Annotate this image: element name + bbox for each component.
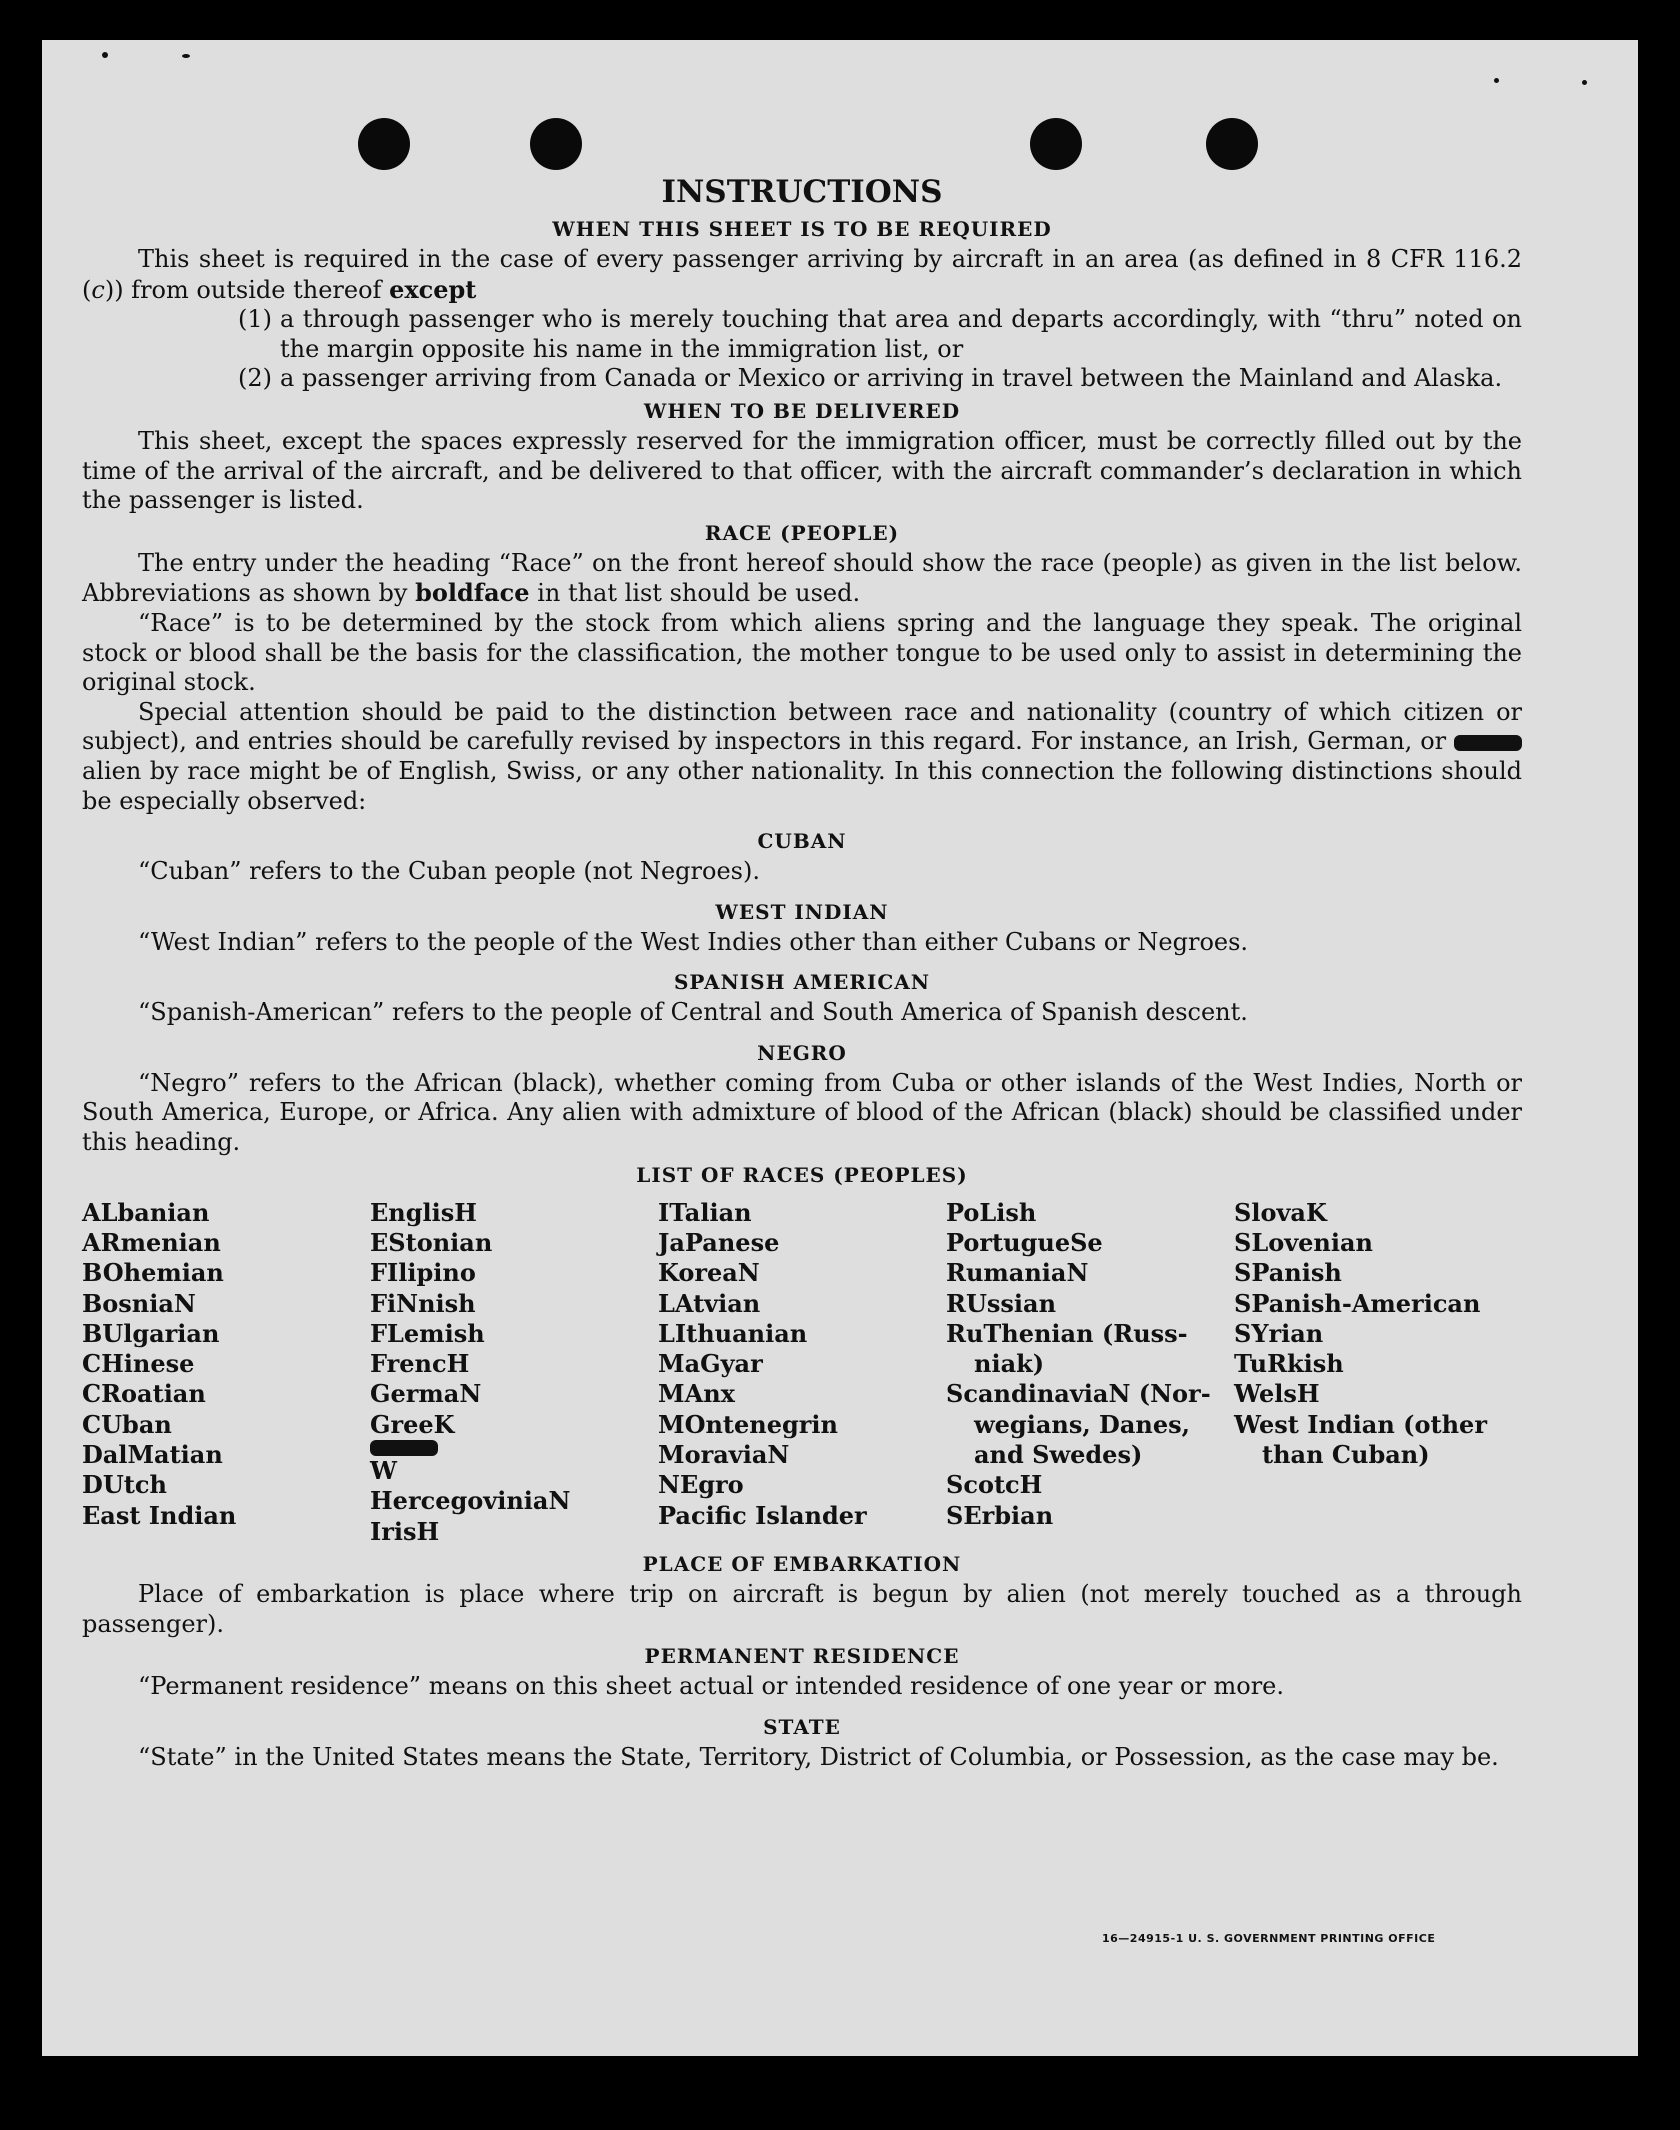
speck (1494, 78, 1499, 83)
races-column-5 (1234, 1198, 1522, 1547)
punch-hole (530, 118, 582, 170)
heading-permanent-residence: PERMANENT RESIDENCE (644, 1644, 960, 1669)
race-paragraph-3: Special attention should be paid to the distinction between race and nationality (country of which citizen or subject), and entries should be carefully revised by inspectors in this regard. For instance, an Irish, German, or alien by race might be of English, Swiss, or any other nationality. In this connection the following distinctions should be especially observed: (82, 697, 1522, 815)
races-column-2 (370, 1198, 658, 1547)
race-entry: RUssian (946, 1288, 1057, 1318)
race-entry: West Indian (other (1234, 1409, 1487, 1439)
races-column-3 (658, 1198, 946, 1547)
speck (102, 52, 108, 58)
race-entry: SLovenian (1234, 1227, 1373, 1257)
race-entry: ARmenian (82, 1227, 221, 1257)
punch-hole (1206, 118, 1258, 170)
races-list (82, 1198, 1522, 1547)
heading-when-delivered: WHEN TO BE DELIVERED (643, 398, 961, 423)
race-entry: MAnx (658, 1379, 735, 1409)
race-entry-redacted: W (370, 1440, 658, 1486)
race-entry: CRoatian (82, 1379, 206, 1409)
redaction-mark (370, 1440, 438, 1456)
race-entry: BUlgarian (82, 1318, 220, 1348)
race-entry: BosniaN (82, 1288, 196, 1318)
race-entry: SErbian (946, 1500, 1054, 1530)
punch-hole (1030, 118, 1082, 170)
required-item-2: (2) a passenger arriving from Canada or Mexico or arriving in travel between the Mainland and Alaska. (238, 364, 1503, 393)
race-entry: KoreaN (658, 1258, 760, 1288)
race-entry: FLemish (370, 1318, 485, 1348)
race-entry: CHinese (82, 1349, 195, 1379)
race-entry-continued: wegians, Danes, (974, 1409, 1190, 1439)
required-intro: This sheet is required in the case of every passenger arriving by aircraft in an area (as defined in 8 CFR 116.2 (c)) from outside thereof except (82, 245, 1522, 304)
race-entry: TuRkish (1234, 1349, 1344, 1379)
race-entry: NEgro (658, 1470, 744, 1500)
race-entry: SYrian (1234, 1318, 1324, 1348)
delivered-text: This sheet, except the spaces expressly reserved for the immigration officer, must be correctly filled out by the time of the arrival of the aircraft, and be delivered to that officer, with the aircraft commander’s declaration in which the passenger is listed. (82, 426, 1522, 515)
race-entry: MaGyar (658, 1349, 763, 1379)
heading-state: STATE (763, 1714, 841, 1739)
heading-spanish-american: SPANISH AMERICAN (673, 970, 931, 995)
page-title: INSTRUCTIONS (661, 174, 943, 210)
heading-negro: NEGRO (757, 1040, 847, 1065)
race-entry: ALbanian (82, 1197, 210, 1227)
race-entry: CUban (82, 1409, 172, 1439)
race-paragraph-2: “Race” is to be determined by the stock from which aliens spring and the language they speak. The original stock or blood shall be the basis for the classification, the mother tongue to be used only to assist in determining the original stock. (82, 608, 1522, 697)
race-entry: RuThenian (Russ- (946, 1318, 1188, 1348)
heading-cuban: CUBAN (757, 829, 847, 854)
race-entry: IrisH (370, 1516, 440, 1546)
residence-text: “Permanent residence” means on this sheet actual or intended residence of one year or more. (138, 1672, 1284, 1701)
race-entry: GermaN (370, 1379, 482, 1409)
race-entry: FrencH (370, 1349, 470, 1379)
race-entry-continued: than Cuban) (1262, 1440, 1430, 1470)
heading-west-indian: WEST INDIAN (715, 899, 889, 924)
race-entry: WelsH (1234, 1379, 1320, 1409)
race-entry: East Indian (82, 1500, 237, 1530)
heading-place-of-embarkation: PLACE OF EMBARKATION (642, 1551, 962, 1576)
race-entry: SPanish-American (1234, 1288, 1481, 1318)
cuban-text: “Cuban” refers to the Cuban people (not Negroes). (138, 857, 760, 886)
race-entry: BOhemian (82, 1258, 224, 1288)
race-entry: DalMatian (82, 1440, 223, 1470)
speck (182, 54, 190, 58)
embarkation-text: Place of embarkation is place where trip on aircraft is begun by alien (not merely touched as a through passenger). (82, 1579, 1522, 1638)
race-entry: Pacific Islander (658, 1500, 867, 1530)
race-entry: FiNnish (370, 1288, 476, 1318)
races-column-4 (946, 1198, 1234, 1547)
printing-office-footer: 16—24915-1 U. S. GOVERNMENT PRINTING OFFICE (1102, 1932, 1436, 1945)
document-sheet (42, 40, 1638, 2056)
race-entry: ITalian (658, 1197, 752, 1227)
race-entry: FIlipino (370, 1258, 476, 1288)
race-entry: SlovaK (1234, 1197, 1327, 1227)
race-entry: DUtch (82, 1470, 167, 1500)
race-entry: EnglisH (370, 1197, 477, 1227)
heading-race: RACE (PEOPLE) (704, 520, 900, 545)
heading-list-of-races: LIST OF RACES (PEOPLES) (636, 1162, 968, 1187)
race-entry: MoraviaN (658, 1440, 790, 1470)
race-entry: PortugueSe (946, 1227, 1103, 1257)
redaction-mark (1454, 735, 1522, 751)
required-item-1: (1) a through passenger who is merely touching that area and departs accordingly, with “thru” noted on the margin opposite his name in the immigration list, or (238, 305, 1522, 363)
race-entry: ScotcH (946, 1470, 1043, 1500)
race-entry: PoLish (946, 1197, 1037, 1227)
state-text: “State” in the United States means the State, Territory, District of Columbia, or Possession, as the case may be. (138, 1742, 1499, 1771)
race-paragraph-1: The entry under the heading “Race” on the front hereof should show the race (people) as given in the list below. Abbreviations as shown by boldface in that list should be used. (82, 548, 1522, 608)
heading-when-required: WHEN THIS SHEET IS TO BE REQUIRED (552, 217, 1052, 241)
race-entry: JaPanese (658, 1227, 780, 1257)
races-column-1 (82, 1198, 370, 1547)
west-indian-text: “West Indian” refers to the people of the West Indies other than either Cubans or Negroes. (138, 927, 1249, 956)
race-entry: RumaniaN (946, 1258, 1089, 1288)
race-entry: LAtvian (658, 1288, 761, 1318)
negro-text: “Negro” refers to the African (black), whether coming from Cuba or other islands of the West Indies, North or South America, Europe, or Africa. Any alien with admixture of blood of the African (black) should be classified under this heading. (82, 1068, 1522, 1157)
race-entry: EStonian (370, 1227, 493, 1257)
punch-hole (358, 118, 410, 170)
race-entry-continued: niak) (974, 1349, 1045, 1379)
race-entry: ScandinaviaN (Nor- (946, 1379, 1211, 1409)
race-entry-continued: and Swedes) (974, 1440, 1143, 1470)
race-entry: MOntenegrin (658, 1409, 838, 1439)
race-entry: HercegoviniaN (370, 1486, 571, 1516)
race-entry: SPanish (1234, 1258, 1342, 1288)
spanish-american-text: “Spanish-American” refers to the people of Central and South America of Spanish descent. (138, 998, 1248, 1027)
speck (1582, 80, 1587, 85)
instructions-content (82, 172, 1522, 1772)
race-entry: GreeK (370, 1409, 455, 1439)
race-entry: LIthuanian (658, 1318, 808, 1348)
